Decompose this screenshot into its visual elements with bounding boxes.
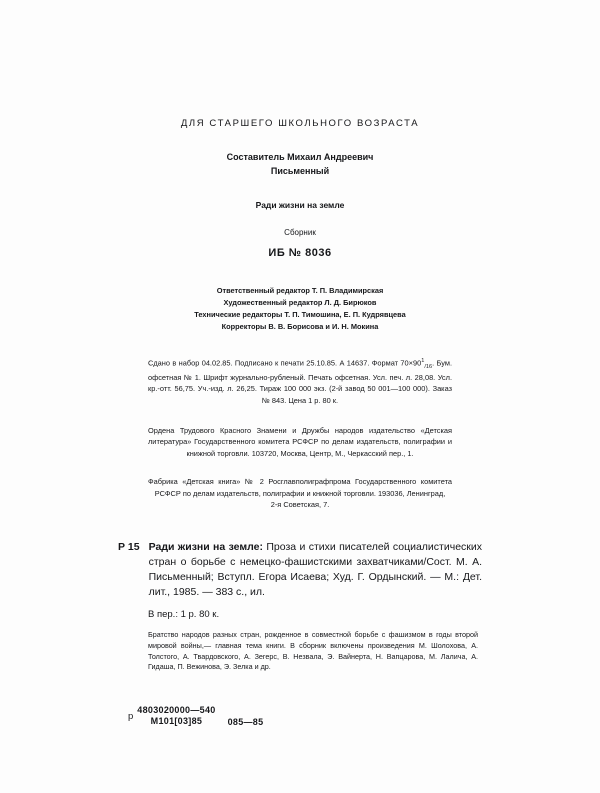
format-superscript: 1 [421,357,425,364]
compiler-line-2: Письменный [270,165,330,176]
index-suffix: 085—85 [227,716,264,727]
annotation-text: Братство народов разных стран, рожденное в совместной борьбе с фашизмом в годы второй мировой войны,— главная тема книги. В сборник включены произведения М. Шолохова, А. Толстого, А. Твардовского, А. Зегерс, В. Незвала, Э. Вайнерта, Н. Вапцарова, М. Лалича, А. Гидаша, П. Вежинова, Э. Зелка и др. [148,629,478,672]
publisher-imprint: Ордена Трудового Красного Знамени и Дружбы народов издательство «Детская литература» Государственного комитета РСФСР по делам издательств, полиграфии и книжной торговли. 103720, Москва, Центр, М., Черкасский пер., 1. [148,425,452,459]
technical-details-part-2: . Бум. офсетная № 1. Шрифт журнально-рубленый. Печать офсетная. Усл. печ. л. 28,08. Усл. кр.-отт. 56,75. Уч.-изд. л. 26,25. Тираж 100 000 экз. (2-й завод 50 001—100 000). Заказ № 843. Цена 1 р. 80 к. [148,358,452,406]
index-fraction [137,705,215,728]
work-title: Ради жизни на земле [255,200,345,210]
cip-entry [118,540,482,600]
audience-line: ДЛЯ СТАРШЕГО ШКОЛЬНОГО ВОЗРАСТА [180,118,420,129]
ib-number: ИБ № 8036 [268,247,332,259]
staff-line: Корректоры В. В. Борисова и И. Н. Мокина [221,321,379,331]
shelf-code: Р 15 [118,541,140,553]
index-numerator: 4803020000—540 [137,705,216,715]
printing-factory-address: 2-я Советская, 7. [270,500,330,510]
staff-credits [148,285,452,333]
technical-details-part-1: Сдано в набор 04.02.85. Подписано к печати 25.10.85. А 14637. Формат 70×90 [148,358,422,368]
cip-title: Ради жизни на земле: [148,541,264,553]
cip-description [149,540,482,600]
index-prefix: р [128,710,134,722]
technical-details [148,357,452,407]
compiler-line-1: Составитель Михаил Андреевич [226,152,374,162]
classification-index [128,705,263,728]
staff-line: Технические редакторы Т. П. Тимошина, Е. П. Кудрявцева [194,309,406,319]
staff-line: Ответственный редактор Т. П. Владимирская [216,286,384,295]
printing-factory [148,476,452,511]
cataloguing-block [118,540,482,673]
index-denominator: М101[03]85 [150,716,203,727]
colophon-block [148,118,452,511]
work-kind: Сборник [284,228,316,237]
price-line: В пер.: 1 р. 80 к. [148,608,220,620]
staff-line: Художественный редактор Л. Д. Бирюков [223,297,377,307]
compiler-block [148,151,452,178]
format-subscript: /16 [424,363,433,370]
cip-description-text: Проза и стихи писателей социалистических стран о борьбе с немецко-фашистскими захватчиками/Сост. М. А. Письменный; Вступл. Егора Исаева; Худ. Г. Ордынский. — М.: Дет. лит., 1985. — 383 с., ил. [148,541,482,598]
printing-factory-text: Фабрика «Детская книга» № 2 Росглавполиграфпрома Государственного комитета РСФСР по делам издательств, полиграфии и книжной торговли. 193036, Ленинград, [148,476,452,498]
